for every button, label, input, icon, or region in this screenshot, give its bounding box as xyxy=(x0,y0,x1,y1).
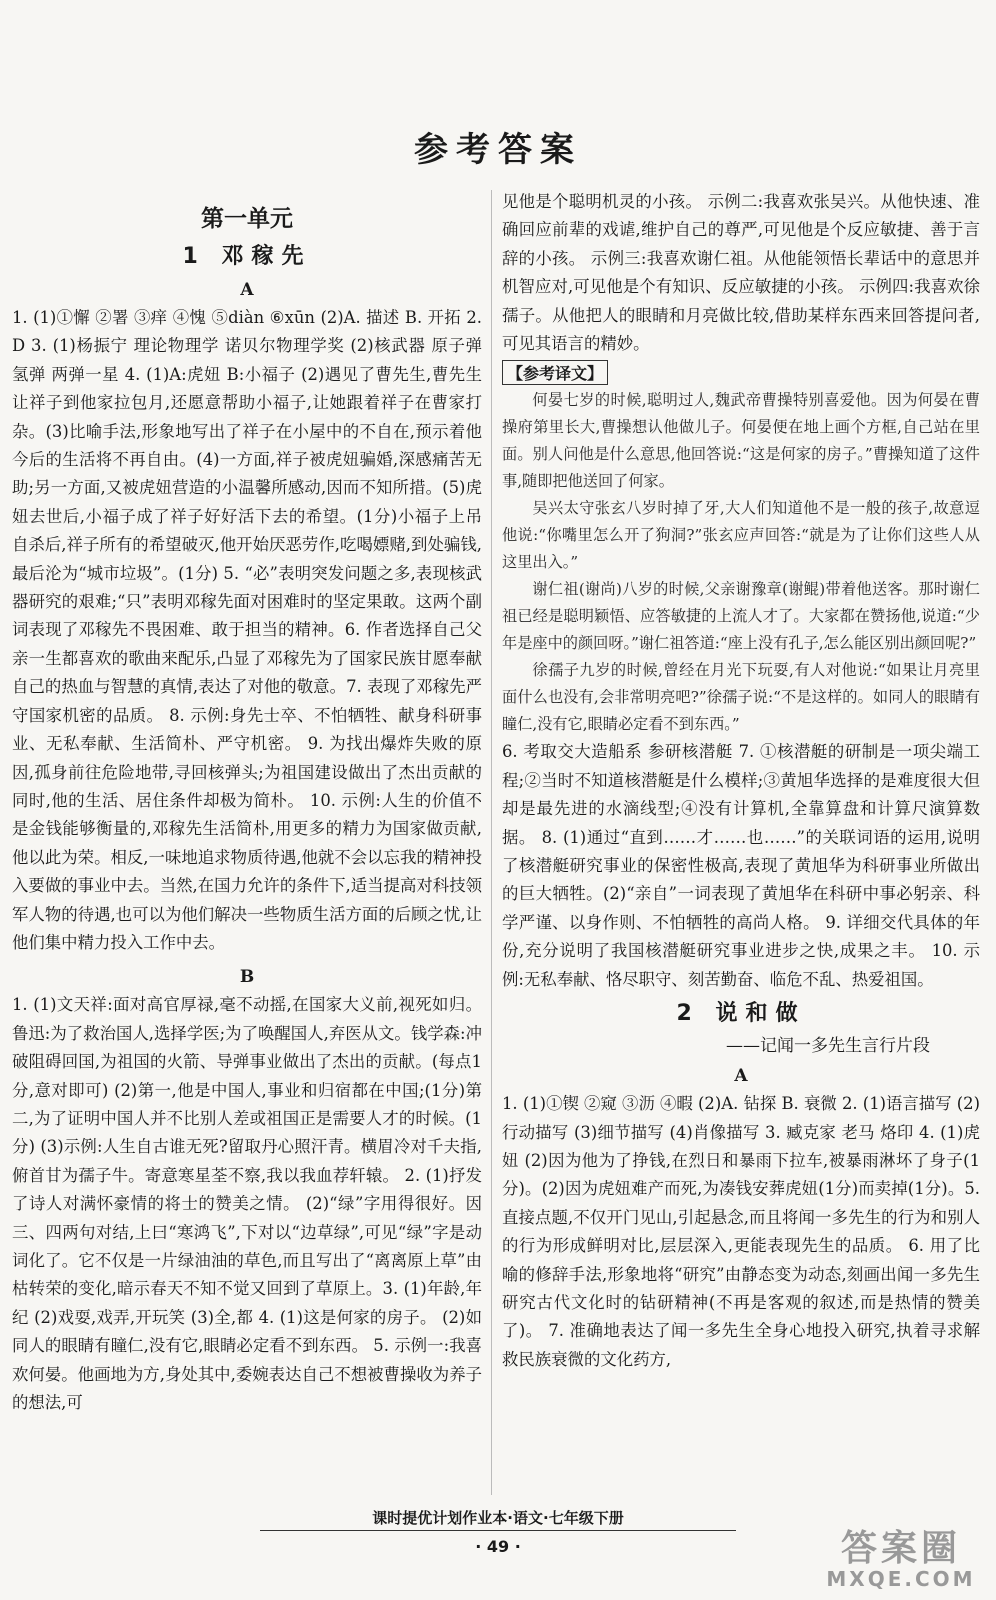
page-title: 参考答案 xyxy=(414,130,582,170)
left-column xyxy=(12,196,482,1417)
translation-paragraph: 何晏七岁的时候,聪明过人,魏武帝曹操特别喜爱他。因为何晏在曹操府第里长大,曹操想认他做儿子。何晏便在地上画个方框,自己站在里面。别人问他是什么意思,他回答说:“这是何家的房子。”曹操知道了这件事,随即把他送回了何家。 xyxy=(502,391,980,491)
lesson-2-title: 2 说和做 xyxy=(676,1001,806,1027)
answers-reading: 6. 考取交大造船系 参研核潜艇 7. ①核潜艇的研制是一项尖端工程;②当时不知道核潜艇是什么模样;③黄旭华选择的是难度很大但却是最先进的水滴线型;④没有计算机,全靠算盘和计算尺演算数据。 8. (1)通过“直到……才……也……”的关联词语的运用,说明了核潜艇研究事业的保密性极高,表现了黄旭华为科研事业所做出的巨大牺牲。(2)“亲自”一词表现了黄旭华在科研中事必躬亲、科学严谨、以身作则、不怕牺牲的高尚人格。 9. 详细交代具体的年份,充分说明了我国核潜艇研究事业进步之快,成果之丰。 10. 示例:无私奉献、恪尽职守、刻苦勤奋、临危不乱、热爱祖国。 xyxy=(502,742,980,989)
section-a-heading: A xyxy=(734,1066,748,1087)
right-column xyxy=(502,188,980,1374)
answers-section-b: 1. (1)文天祥:面对高官厚禄,毫不动摇,在国家大义前,视死如归。鲁迅:为了救治国人,选择学医;为了唤醒国人,弃医从文。钱学森:冲破阻碍回国,为祖国的火箭、导弹事业做出了杰出的贡献。(每点1分,意对即可) (2)第一,他是中国人,事业和归宿都在中国;(1分)第二,为了证明中国人并不比别人差或祖国正是需要人才的时候。(1分) (3)示例:人生自古谁无死?留取丹心照汗青。横眉冷对千夫指,俯首甘为孺子牛。寄意寒星荃不察,我以我血荐轩辕。 2. (1)抒发了诗人对满怀豪情的将士的赞美之情。 (2)“绿”字用得很好。因三、四两句对结,上曰“寒鸿飞”,下对以“边草绿”,可见“绿”字是动词化了。它不仅是一片绿油油的草色,而且写出了“离离原上草”由枯转荣的变化,暗示春天不知不觉又回到了草原上。3. (1)年龄,年纪 (2)戏耍,戏弄,开玩笑 (3)全,都 4. (1)这是何家的房子。 (2)如同人的眼睛有瞳仁,没有它,眼睛必定看不到东西。 5. 示例一:我喜欢何晏。他画地为方,身处其中,委婉表达自己不想被曹操收为养子的想法,可 xyxy=(12,995,482,1413)
unit-title: 第一单元 xyxy=(201,206,293,232)
column-divider xyxy=(491,190,492,1495)
translation-paragraph: 吴兴太守张玄八岁时掉了牙,大人们知道他不是一般的孩子,故意逗他说:“你嘴里怎么开了狗洞?”张玄应声回答:“就是为了让你们这些人从这里出入。” xyxy=(502,499,980,572)
footer-rule xyxy=(260,1530,736,1531)
watermark-top: 答案圈 xyxy=(840,1528,961,1569)
footer-book-title: 课时提优计划作业本·语文·七年级下册 xyxy=(372,1509,624,1527)
watermark-bottom: MXQE.COM xyxy=(826,1567,976,1591)
watermark-logo xyxy=(816,1530,986,1594)
answers-section-a: 1. (1)①懈 ②署 ③痒 ④愧 ⑤diàn ⑥xūn (2)A. 描述 B. 开拓 2. D 3. (1)杨振宁 理论物理学 诺贝尔物理学奖 (2)核武器 原子弹 氢弹 两弹一星 4. (1)A:虎妞 B:小福子 (2)遇见了曹先生,曹先生让祥子到他家拉包月,还愿意帮助小福子,让她跟着祥子在曹家打杂。(3)比喻手法,形象地写出了祥子在小屋中的不自在,预示着他今后的生活将不再自由。(4)一方面,祥子被虎妞骗婚,深感痛苦无助;另一方面,又被虎妞营造的小温馨所感动,因而不知所措。(5)虎妞去世后,小福子成了祥子好好活下去的希望。(1分)小福子上吊自杀后,祥子所有的希望破灭,他开始厌恶劳作,吃喝嫖赌,到处骗钱,最后沦为“城市垃圾”。(1分) 5. “必”表明突发问题之多,表现核武器研究的艰难;“只”表明邓稼先面对困难时的坚定果敢。这两个副词表现了邓稼先不畏困难、敢于担当的精神。6. 作者选择自己父亲一生都喜欢的歌曲来配乐,凸显了邓稼先为了国家民族甘愿奉献自己的热血与智慧的真情,表达了对他的敬意。7. 表现了邓稼先严守国家机密的品质。 8. 示例:身先士卒、不怕牺牲、献身科研事业、无私奉献、生活简朴、严守机密。 9. 为找出爆炸失败的原因,孤身前往危险地带,寻回核弹头;为祖国建设做出了杰出贡献的同时,他的生活、居住条件却极为简朴。 10. 示例:人生的价值不是金钱能够衡量的,邓稼先生活简朴,用更多的精力为国家做贡献,他以此为荣。相反,一味地追求物质待遇,他就不会以忘我的精神投入要做的事业中去。当然,在国力允许的条件下,适当提高对科技领军人物的待遇,也可以为他们解决一些物质生活方面的后顾之忧,让他们集中精力投入工作中去。 xyxy=(12,308,482,952)
translation-paragraph: 谢仁祖(谢尚)八岁的时候,父亲谢豫章(谢鲲)带着他送客。那时谢仁祖已经是聪明颖悟、应答敏捷的上流人才了。大家都在赞扬他,说道:“少年是座中的颜回呀。”谢仁祖答道:“座上没有孔子,怎么能区别出颜回呢?” xyxy=(502,580,980,653)
lesson-1-title: 1 邓稼先 xyxy=(182,244,312,269)
page-number: · 49 · xyxy=(475,1537,521,1556)
answers-continued: 见他是个聪明机灵的小孩。 示例二:我喜欢张吴兴。从他快速、准确回应前辈的戏谑,维护自己的尊严,可见他是个反应敏捷、善于言辞的小孩。 示例三:我喜欢谢仁祖。从他能领悟长辈话中的意思并机智应对,可见他是个有知识、反应敏捷的小孩。 示例四:我喜欢徐孺子。从他把人的眼睛和月亮做比较,借助某样东西来回答提问者,可见其语言的精妙。 xyxy=(502,192,980,354)
lesson-2-subtitle: ——记闻一多先生言行片段 xyxy=(726,1036,930,1057)
translation-heading: 【参考译文】 xyxy=(502,360,608,385)
answers-lesson-2: 1. (1)①锲 ②窥 ③沥 ④暇 (2)A. 钻探 B. 衰微 2. (1)语言描写 (2)行动描写 (3)细节描写 (4)肖像描写 3. 臧克家 老马 烙印 4. (1)虎妞 (2)因为他为了挣钱,在烈日和暴雨下拉车,被暴雨淋坏了身子(1分)。(2)因为虎妞难产而死,为凑钱安葬虎妞(1分)而卖掉(1分)。5. 直接点题,不仅开门见山,引起悬念,而且将闻一多先生的行为和别人的行为形成鲜明对比,层层深入,更能表现先生的品质。 6. 用了比喻的修辞手法,形象地将“研究”由静态变为动态,刻画出闻一多先生研究古代文化时的钻研精神(不再是客观的叙述,而是热情的赞美了)。 7. 准确地表达了闻一多先生全身心地投入研究,执着寻求解救民族衰微的文化药方, xyxy=(502,1094,981,1369)
section-b-heading: B xyxy=(239,967,255,988)
translation-paragraph: 徐孺子九岁的时候,曾经在月光下玩耍,有人对他说:“如果让月亮里面什么也没有,会非常明亮吧?”徐孺子说:“不是这样的。如同人的眼睛有瞳仁,没有它,眼睛必定看不到东西。” xyxy=(502,661,980,734)
section-a-heading: A xyxy=(240,280,254,300)
